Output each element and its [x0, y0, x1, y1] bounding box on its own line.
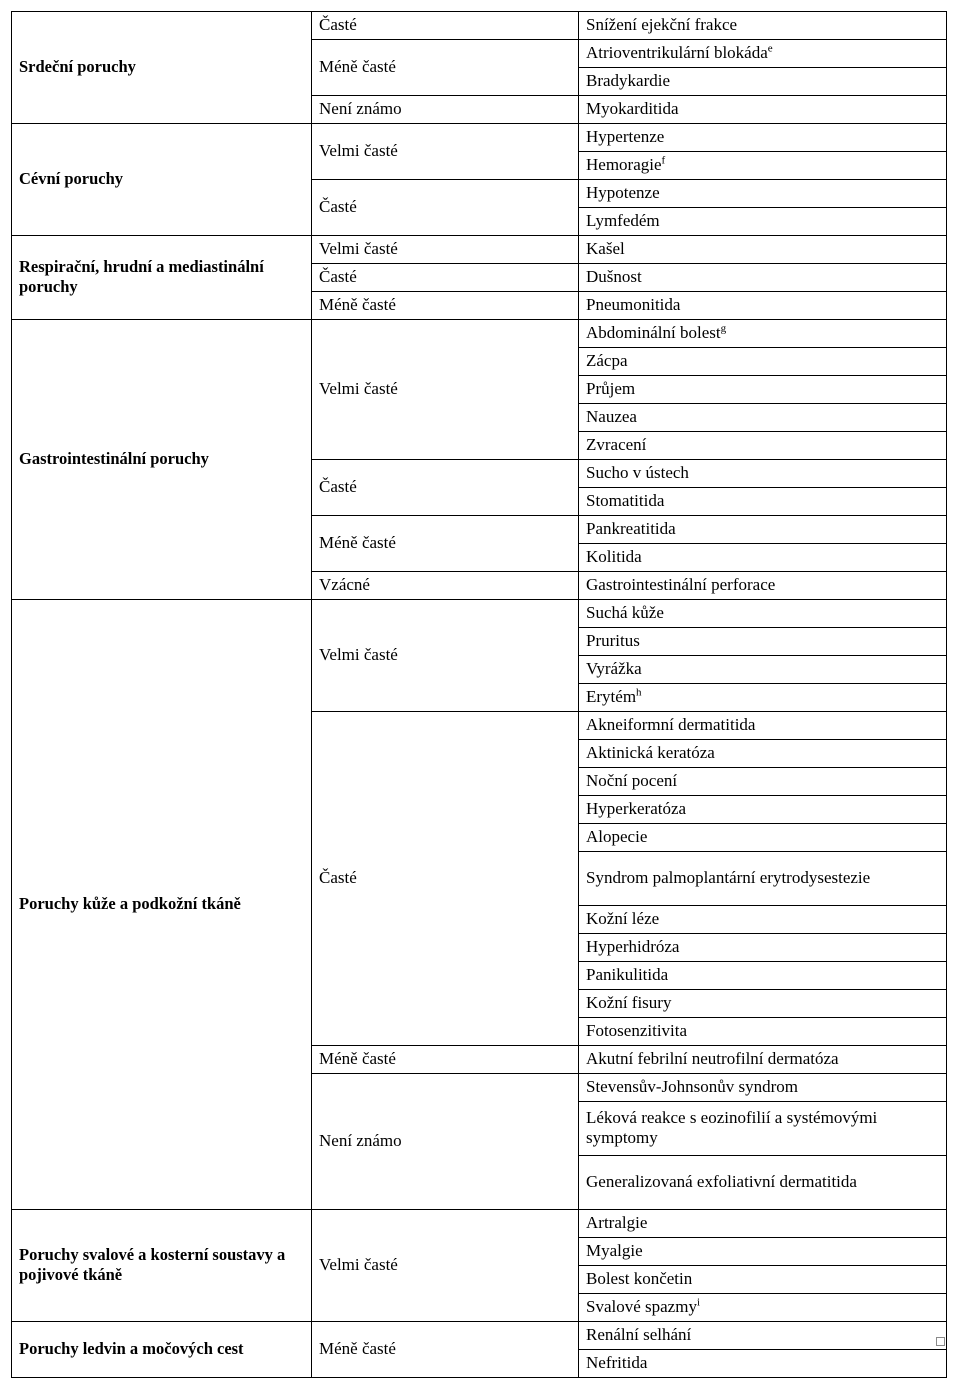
adverse-reaction-label: Svalové spazmy — [586, 1297, 697, 1317]
adverse-reaction-cell — [579, 40, 947, 68]
adverse-reaction-cell — [579, 628, 947, 656]
adverse-reaction-cell — [579, 1238, 947, 1266]
adverse-reaction-label: Sucho v ústech — [586, 463, 689, 483]
adverse-reaction-label: Lymfedém — [586, 211, 660, 231]
adverse-reaction-cell — [579, 236, 947, 264]
adverse-reaction-label: Bradykardie — [586, 71, 671, 91]
adverse-reaction-label: Vyrážka — [586, 659, 642, 679]
frequency-cell: Méně časté — [312, 516, 579, 572]
adverse-reaction-cell — [579, 1046, 947, 1074]
frequency-cell: Časté — [312, 264, 579, 292]
frequency-cell: Velmi časté — [312, 1210, 579, 1322]
system-organ-class-cell: Respirační, hrudní a mediastinální poruchy — [12, 236, 312, 320]
frequency-cell: Méně časté — [312, 1046, 579, 1074]
adverse-reaction-label: Aktinická keratóza — [586, 743, 715, 763]
adverse-reaction-label: Pruritus — [586, 631, 640, 651]
adverse-reaction-label: Stevensův-Johnsonův syndrom — [586, 1077, 799, 1097]
adverse-reaction-label: Průjem — [586, 379, 636, 399]
adverse-reaction-label: Nefritida — [586, 1353, 648, 1373]
adverse-reaction-label: Renální selhání — [586, 1325, 692, 1345]
adverse-reaction-cell — [579, 1266, 947, 1294]
adverse-reaction-cell — [579, 684, 947, 712]
frequency-cell: Časté — [312, 180, 579, 236]
adverse-reaction-cell — [579, 348, 947, 376]
table-row — [12, 1210, 947, 1238]
adverse-reaction-label: Snížení ejekční frakce — [586, 15, 738, 35]
adverse-reaction-cell — [579, 96, 947, 124]
system-organ-class-cell: Srdeční poruchy — [12, 12, 312, 124]
adverse-reaction-cell — [579, 656, 947, 684]
table-row — [12, 12, 947, 40]
adverse-reaction-cell — [579, 544, 947, 572]
adverse-reaction-label: Hemoragie — [586, 155, 662, 175]
adverse-reaction-label: Zácpa — [586, 351, 628, 371]
adverse-reaction-cell — [579, 906, 947, 934]
adverse-reaction-label: Syndrom palmoplantární erytrodysestezie — [586, 868, 871, 888]
adverse-reaction-cell — [579, 796, 947, 824]
system-organ-class-cell: Cévní poruchy — [12, 124, 312, 236]
adverse-reaction-label: Zvracení — [586, 435, 647, 455]
adverse-reaction-label: Hyperhidróza — [586, 937, 680, 957]
frequency-cell: Méně časté — [312, 40, 579, 96]
adverse-reaction-cell — [579, 376, 947, 404]
adverse-reaction-label: Kožní fisury — [586, 993, 672, 1013]
system-organ-class-cell: Gastrointestinální poruchy — [12, 320, 312, 600]
adverse-reaction-cell — [579, 852, 947, 906]
adverse-reaction-cell — [579, 740, 947, 768]
adverse-reaction-label: Gastrointestinální perforace — [586, 575, 776, 595]
adverse-reaction-cell — [579, 1210, 947, 1238]
adverse-reaction-label: Léková reakce s eozinofilií a systémovými symptomy — [586, 1108, 878, 1147]
adverse-reaction-label: Akutní febrilní neutrofilní dermatóza — [586, 1049, 839, 1069]
adverse-reaction-cell — [579, 1294, 947, 1322]
adverse-reaction-cell — [579, 1156, 947, 1210]
footnote-marker: i — [696, 1296, 701, 1309]
frequency-cell: Velmi časté — [312, 600, 579, 712]
table-row — [12, 600, 947, 628]
adverse-reaction-label: Bolest končetin — [586, 1269, 693, 1289]
frequency-cell: Časté — [312, 460, 579, 516]
adverse-reaction-label: Akneiformní dermatitida — [586, 715, 756, 735]
table-row — [12, 124, 947, 152]
footnote-marker: g — [720, 322, 727, 335]
adverse-reaction-cell — [579, 1074, 947, 1102]
adverse-reaction-cell — [579, 208, 947, 236]
adverse-reaction-cell — [579, 320, 947, 348]
adverse-reaction-label: Generalizovaná exfoliativní dermatitida — [586, 1172, 857, 1192]
adverse-reaction-cell — [579, 934, 947, 962]
adverse-reaction-cell — [579, 152, 947, 180]
adverse-reaction-label: Artralgie — [586, 1213, 648, 1233]
adverse-reaction-cell — [579, 180, 947, 208]
adverse-reaction-label: Stomatitida — [586, 491, 665, 511]
adverse-reaction-cell — [579, 292, 947, 320]
frequency-cell: Časté — [312, 12, 579, 40]
adverse-reaction-cell — [579, 572, 947, 600]
adverse-reaction-label: Pneumonitida — [586, 295, 681, 315]
footnote-marker: h — [636, 686, 642, 699]
adverse-reaction-cell — [579, 1322, 947, 1350]
adverse-reaction-cell — [579, 516, 947, 544]
adverse-reaction-cell — [579, 460, 947, 488]
adverse-reaction-cell — [579, 1102, 947, 1156]
adverse-reaction-cell — [579, 768, 947, 796]
adverse-reaction-cell — [579, 990, 947, 1018]
adverse-reaction-cell — [579, 68, 947, 96]
table-row — [12, 320, 947, 348]
adverse-reaction-cell — [579, 404, 947, 432]
adverse-reaction-label: Kašel — [586, 239, 625, 259]
adverse-reaction-label: Pankreatitida — [586, 519, 676, 539]
adverse-reaction-label: Dušnost — [586, 267, 642, 287]
adverse-reaction-cell — [579, 962, 947, 990]
adverse-reactions-table — [11, 11, 947, 1378]
frequency-cell: Méně časté — [312, 292, 579, 320]
table-row — [12, 236, 947, 264]
adverse-reaction-label: Alopecie — [586, 827, 648, 847]
system-organ-class-cell: Poruchy svalové a kosterní soustavy a pojivové tkáně — [12, 1210, 312, 1322]
table-row — [12, 1322, 947, 1350]
adverse-reaction-cell — [579, 1018, 947, 1046]
adverse-reaction-label: Myalgie — [586, 1241, 643, 1261]
adverse-reaction-cell — [579, 264, 947, 292]
frequency-cell: Není známo — [312, 1074, 579, 1210]
system-organ-class-cell: Poruchy ledvin a močových cest — [12, 1322, 312, 1378]
adverse-reaction-label: Noční pocení — [586, 771, 678, 791]
frequency-cell: Velmi časté — [312, 320, 579, 460]
adverse-reaction-label: Kožní léze — [586, 909, 660, 929]
adverse-reaction-label: Erytém — [586, 687, 637, 707]
system-organ-class-cell: Poruchy kůže a podkožní tkáně — [12, 600, 312, 1210]
adverse-reaction-label: Panikulitida — [586, 965, 669, 985]
adverse-reaction-cell — [579, 124, 947, 152]
frequency-cell: Časté — [312, 712, 579, 1046]
footnote-marker: e — [767, 42, 773, 55]
adverse-reaction-label: Myokarditida — [586, 99, 679, 119]
adverse-reaction-cell — [579, 432, 947, 460]
frequency-cell: Není známo — [312, 96, 579, 124]
adverse-reaction-cell — [579, 1350, 947, 1378]
footnote-marker: f — [661, 154, 666, 167]
adverse-reaction-label: Hypotenze — [586, 183, 660, 203]
adverse-reaction-cell — [579, 488, 947, 516]
frequency-cell: Velmi časté — [312, 124, 579, 180]
adverse-reaction-label: Suchá kůže — [586, 603, 664, 623]
adverse-reaction-label: Hyperkeratóza — [586, 799, 687, 819]
adverse-reaction-cell — [579, 824, 947, 852]
frequency-cell: Méně časté — [312, 1322, 579, 1378]
frequency-cell: Velmi časté — [312, 236, 579, 264]
adverse-reaction-label: Fotosenzitivita — [586, 1021, 688, 1041]
end-of-table-marker — [936, 1337, 945, 1346]
adverse-reaction-label: Nauzea — [586, 407, 637, 427]
frequency-cell: Vzácné — [312, 572, 579, 600]
adverse-reaction-label: Atrioventrikulární blokáda — [586, 43, 768, 63]
adverse-reaction-cell — [579, 600, 947, 628]
adverse-reaction-cell — [579, 12, 947, 40]
adverse-reaction-label: Kolitida — [586, 547, 642, 567]
adverse-reaction-cell — [579, 712, 947, 740]
adverse-reaction-label: Abdominální bolest — [586, 323, 721, 343]
adverse-reaction-label: Hypertenze — [586, 127, 665, 147]
